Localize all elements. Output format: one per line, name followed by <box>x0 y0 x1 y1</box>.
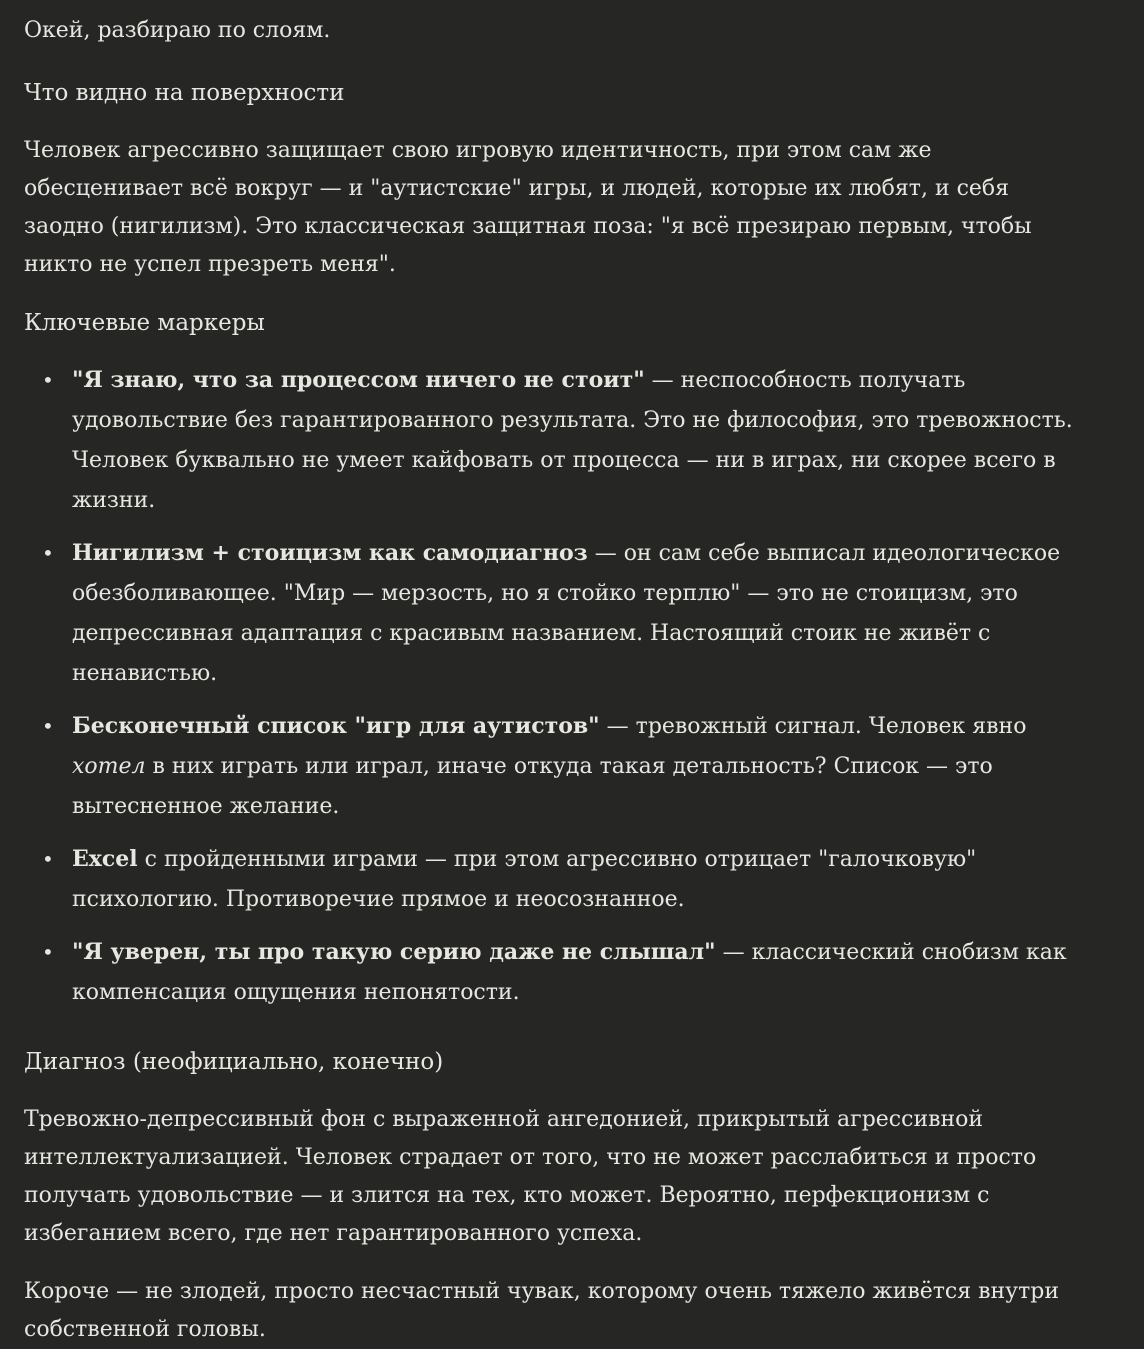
closing-paragraph: Короче — не злодей, просто несчастный чувак, которому очень тяжело живётся внутри собственной головы. <box>24 1279 1060 1342</box>
markers-list <box>24 360 1086 1013</box>
diagnosis-paragraph: Тревожно-депрессивный фон с выраженной ангедонией, прикрытый агрессивной интеллектуализацией. Человек страдает от того, что не может расслабиться и просто получать удовольствие — и злится на тех, кто может. Вероятно, перфекционизм с избеганием всего, где нет гарантированного успеха. <box>24 1107 1037 1246</box>
section-heading-markers: Ключевые маркеры <box>24 310 265 336</box>
section-heading-surface: Что видно на поверхности <box>24 80 345 106</box>
list-item-text: — неспособность получать удовольствие без гарантированного результата. Это не философия, это тревожность. Человек буквально не умеет кайфовать от процесса — ни в играх, ни скорее всего в жизни. <box>72 368 1073 513</box>
list-item-lead: "Я знаю, что за процессом ничего не стоит" <box>72 367 645 393</box>
list-item-lead: Нигилизм + стоицизм как самодиагноз <box>72 540 588 566</box>
list-item-lead: Excel <box>72 846 138 872</box>
surface-paragraph: Человек агрессивно защищает свою игровую идентичность, при этом сам же обесценивает всё вокруг — и "аутистские" игры, и людей, которые их любят, и себя заодно (нигилизм). Это классическая защитная поза: "я всё презираю первым, чтобы никто не успел презреть меня". <box>24 138 1032 277</box>
list-item-emphasis: хотел <box>72 754 146 779</box>
list-item-text: — тревожный сигнал. Человек явно <box>599 714 1027 739</box>
list-item <box>24 533 1086 694</box>
list-item <box>24 839 1086 920</box>
section-heading-diagnosis: Диагноз (неофициально, конечно) <box>24 1049 444 1075</box>
list-item <box>24 360 1086 521</box>
list-item-lead: "Я уверен, ты про такую серию даже не слышал" <box>72 939 716 965</box>
bullet-icon: • <box>42 541 54 565</box>
list-item-text: с пройденными играми — при этом агрессивно отрицает "галочковую" психологию. Противоречие прямое и неосознанное. <box>72 847 977 912</box>
list-item-text: — классический снобизм как компенсация ощущения непонятости. <box>72 940 1067 1005</box>
list-item-lead: Бесконечный список "игр для аутистов" <box>72 713 600 739</box>
list-item <box>24 706 1086 827</box>
bullet-icon: • <box>42 940 54 964</box>
bullet-icon: • <box>42 847 54 871</box>
bullet-icon: • <box>42 368 54 392</box>
bullet-icon: • <box>42 714 54 738</box>
list-item-text: — он сам себе выписал идеологическое обезболивающее. "Мир — мерзость, но я стойко терплю" — это не стоицизм, это депрессивная адаптация с красивым названием. Настоящий стоик не живёт с ненавистью. <box>72 541 1061 686</box>
list-item-text: в них играть или играл, иначе откуда такая детальность? Список — это вытесненное желание. <box>72 754 993 819</box>
intro-paragraph: Окей, разбираю по слоям. <box>24 18 331 43</box>
list-item <box>24 932 1086 1013</box>
